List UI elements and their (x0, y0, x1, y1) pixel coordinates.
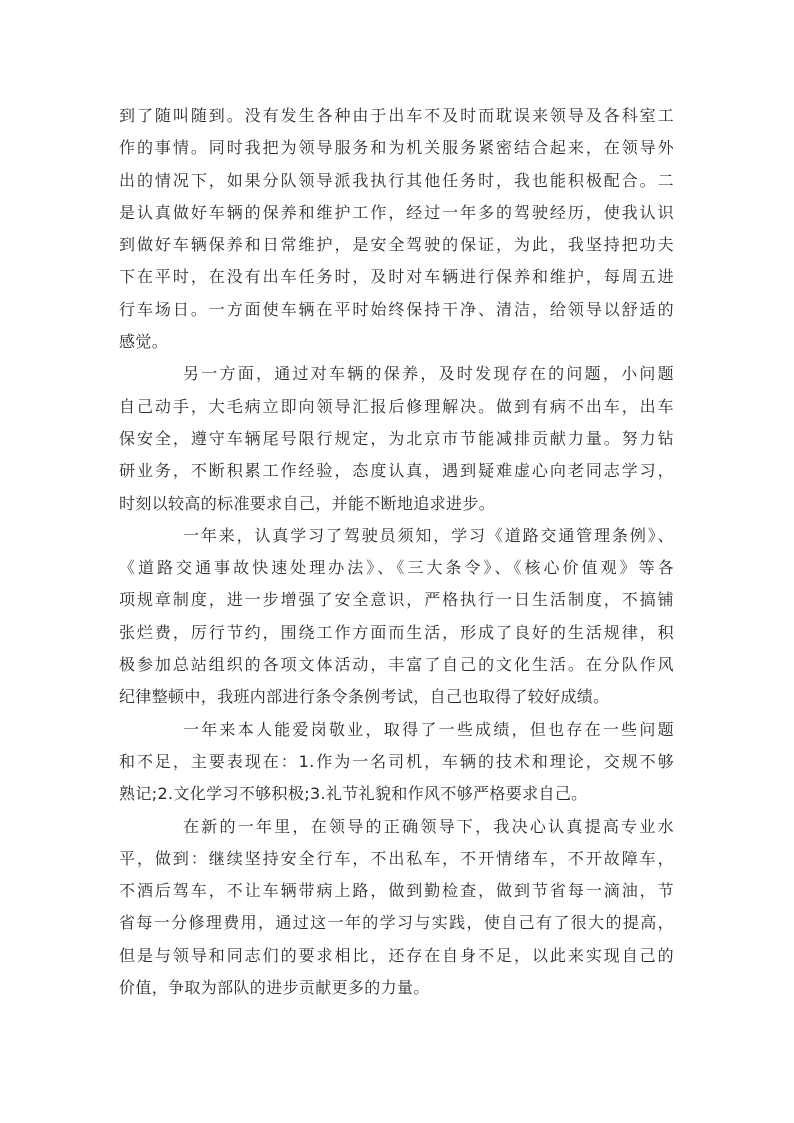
paragraph-first-line: 在新的一年里，在领导的正确领导下，我决心认真提高专业水 (183, 816, 674, 836)
text-line: 行车场日。一方面使车辆在平时始终保持干净、清洁，给领导以舒适的 (119, 299, 674, 319)
document-body (119, 100, 674, 1004)
text-line: 是认真做好车辆的保养和维护工作，经过一年多的驾驶经历，使我认识 (119, 202, 674, 222)
text-line: 研业务，不断积累工作经验，态度认真，遇到疑难虚心向老同志学习， (119, 461, 674, 481)
text-line: 极参加总站组织的各项文体活动，丰富了自己的文化生活。在分队作风 (119, 655, 674, 675)
text-line: 纪律整顿中，我班内部进行条令条例考试，自己也取得了较好成绩。 (119, 687, 610, 707)
text-line: 到了随叫随到。没有发生各种由于出车不及时而耽误来领导及各科室工 (119, 106, 674, 125)
paragraph-first-line: 一年来本人能爱岗敬业，取得了一些成绩，但也存在一些问题 (183, 719, 674, 739)
text-line: 作的事情。同时我把为领导服务和为机关服务紧密结合起来，在领导外 (119, 138, 674, 158)
text-line: 自己动手，大毛病立即向领导汇报后修理解决。做到有病不出车，出车 (119, 396, 674, 416)
text-line: 出的情况下，如果分队领导派我执行其他任务时，我也能积极配合。二 (119, 170, 674, 190)
paragraph-first-line: 另一方面，通过对车辆的保养，及时发现存在的问题，小问题 (183, 364, 674, 384)
text-line: 价值，争取为部队的进步贡献更多的力量。 (119, 978, 430, 998)
text-line: 感觉。 (119, 332, 169, 352)
text-line: 到做好车辆保养和日常维护，是安全驾驶的保证，为此，我坚持把功夫 (119, 235, 674, 255)
text-line: 下在平时，在没有出车任务时，及时对车辆进行保养和维护，每周五进 (119, 267, 674, 287)
text-line: 张烂费，厉行节约，围绕工作方面而生活，形成了良好的生活规律，积 (119, 622, 674, 642)
text-line: 但是与领导和同志们的要求相比，还存在自身不足，以此来实现自己的 (119, 945, 674, 965)
text-line: 省每一分修理费用，通过这一年的学习与实践，使自己有了很大的提高， (119, 913, 674, 933)
text-line: 保安全，遵守车辆尾号限行规定，为北京市节能减排贡献力量。努力钻 (119, 428, 674, 448)
text-line: 和不足，主要表现在：1.作为一名司机，车辆的技术和理论，交规不够 (119, 751, 674, 771)
text-line: 熟记;2.文化学习不够积极;3.礼节礼貌和作风不够严格要求自己。 (119, 784, 588, 804)
paragraph-first-line: 一年来，认真学习了驾驶员须知，学习《道路交通管理条例》、 (183, 525, 674, 545)
text-line: 平，做到：继续坚持安全行车，不出私车，不开情绪车，不开故障车， (119, 848, 674, 868)
text-line: 不酒后驾车，不让车辆带病上路，做到勤检查，做到节省每一滴油，节 (119, 881, 674, 901)
text-line: 时刻以较高的标准要求自己，并能不断地追求进步。 (119, 493, 496, 513)
text-line: 《道路交通事故快速处理办法》、《三大条令》、《核心价值观》等各 (119, 558, 674, 578)
text-line: 项规章制度，进一步增强了安全意识，严格执行一日生活制度，不搞铺 (119, 590, 674, 610)
